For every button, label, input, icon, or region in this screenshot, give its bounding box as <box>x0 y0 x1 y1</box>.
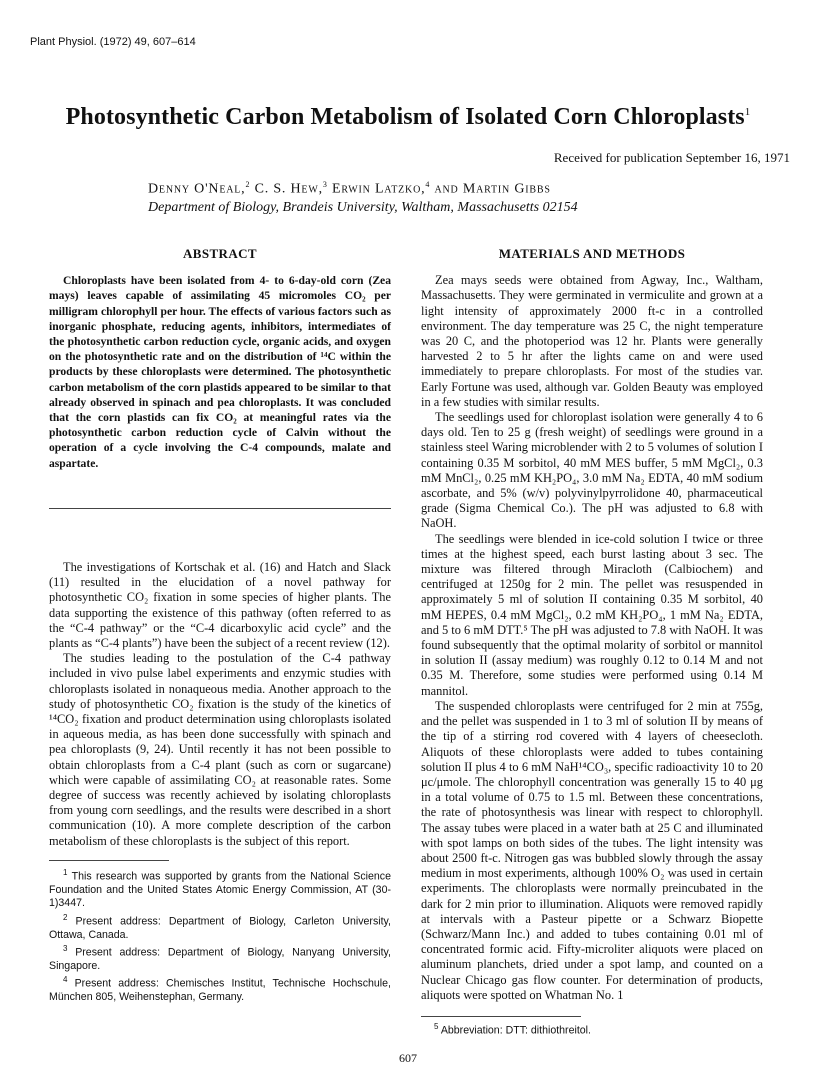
author-name: Erwin Latzko, <box>332 181 426 197</box>
footnote-text: Present address: Department of Biology, Carleton University, Ottawa, Canada. <box>49 915 391 941</box>
methods-footnote-divider <box>421 1016 581 1017</box>
methods-paragraph: Zea mays seeds were obtained from Agway, Inc., Waltham, Massachusetts. They were germinated in vermiculite and grown at a light intensity of approximately 2000 ft-c in a controlled environment. The day temperature was 25 C, the night temperature was 20 C, and the photoperiod was 12 hr. Plants were generally harvested 2 to 5 hr after the lights came on and were used immediately to prepare chloroplasts. For most of the studies var. Early Fortune was used, although var. Golden Beauty was employed in a few studies with similar results. <box>421 273 763 409</box>
footnote <box>49 942 391 973</box>
footnote-divider <box>49 860 169 861</box>
abstract-divider <box>49 508 391 509</box>
intro-paragraph: The studies leading to the postulation of the C-4 pathway included in vivo pulse label experiments and enzymic studies with chloroplasts isolated in nonaqueous media. Another approach to the study of photosynthetic CO₂ fixation is the study of the kinetics of ¹⁴CO₂ fixation and product determination using chloroplasts isolated in aqueous media, as has been done successfully with spinach and pea chloroplasts (9, 24). Until recently it has not been possible to obtain chloroplasts from a C-4 plant (such as corn or sugarcane) which were capable of assimilating CO₂ at reasonable rates. Some degree of success was recently achieved by isolating chloroplasts from young corn seedlings, and the results were described in a short communication (10). A more complete description of the carbon metabolism of these chloroplasts is the subject of this report. <box>49 651 391 848</box>
article-title <box>0 104 816 131</box>
footnote-mark: 3 <box>63 944 68 954</box>
footnote <box>49 866 391 911</box>
methods-paragraph: The seedlings used for chloroplast isolation were generally 4 to 6 days old. Ten to 25 g (fresh weight) of seedlings were ground in a stainless steel Waring microblender with 2 to 5 volumes of solution I containing 0.35 M sorbitol, 40 mM MES buffer, 5 mM MgCl₂, 0.3 mM MnCl₂, 0.25 mM KH₂PO₄, 3.0 mM Na₂ EDTA, 40 mM sodium ascorbate, and 5% (w/v) polyvinylpyrrolidone 40, pharmaceutical grade (Sigma Chemical Co.). The pH was adjusted to 6.8 with NaOH. <box>421 410 763 531</box>
methods-section <box>421 246 763 1003</box>
footnote-mark: 4 <box>63 975 68 985</box>
page-number: 607 <box>399 1051 417 1065</box>
author-footnote-mark: 4 <box>425 180 431 189</box>
abstract-heading: ABSTRACT <box>183 246 257 261</box>
footnote-text: This research was supported by grants from the National Science Foundation and the United States Atomic Energy Commission, AT (30-1)3447. <box>49 870 391 910</box>
intro-paragraph: The investigations of Kortschak et al. (16) and Hatch and Slack (11) resulted in the elucidation of a novel pathway for photosynthetic CO₂ fixation in some species of higher plants. The data supporting the existence of this pathway (often referred to as the “C-4 pathway” or the “C-4 dicarboxylic acid cycle” and the plants as “C-4 plants”) have been the subject of a recent review (12). <box>49 560 391 651</box>
footnote <box>49 973 391 1004</box>
author-name: C. S. Hew, <box>254 181 323 197</box>
author-footnote-mark: 2 <box>245 180 251 189</box>
footnote-text: Present address: Chemisches Institut, Technische Hochschule, München 805, Weihenstephan, Germany. <box>49 977 391 1004</box>
methods-paragraph: The suspended chloroplasts were centrifuged for 2 min at 755g, and the pellet was suspended in 1 to 3 ml of solution II by means of the tip of a stirring rod covered with 4 layers of cheesecloth. Aliquots of these chloroplasts were added to tubes containing solution II plus 4 to 6 mM NaH¹⁴CO₃, specific radioactivity 10 to 20 μc/μmole. The chlorophyll concentration was generally 15 to 40 μg in a total volume of 0.75 to 1.5 ml. Between these concentrations, the rate of photosynthesis was linear with respect to chlorophyll. The assay tubes were placed in a water bath at 25 C and illuminated with spot lamps on both sides of the tubes. The light intensity was about 2500 ft-c. Nitrogen gas was bubbled slowly through the assay medium in most experiments, although 100% O₂ was used in certain experiments. The chloroplasts were normally preincubated in the dark for 2 min prior to illumination. Aliquots were removed rapidly at intervals with a Pasteur pipette or a Schwarz Biopette (Schwarz/Mann Inc.) and added to tubes containing 0.01 ml of concentrated formic acid. Fifty-microliter aliquots were placed on aluminum planchets, dried under a spot lamp, and counted on a Nuclear Chicago gas flow counter. For determination of products, aliquots were spotted on Whatman No. 1 <box>421 698 763 1002</box>
abstract-text: Chloroplasts have been isolated from 4- to 6-day-old corn (Zea mays) leaves capable of assimilating 45 micromoles CO₂ per milligram chlorophyll per hour. The effects of various factors such as inorganic phosphate, reducing agents, inhibitors, intermediates of the photosynthetic carbon reduction cycle, organic acids, and oxygen on the photosynthetic rate and on the distribution of ¹⁴C within the products by these chloroplasts were determined. The photosynthetic carbon metabolism of the corn plastids appeared to be similar to that already observed in spinach and pea chloroplasts. It was concluded that the corn plastids can fix CO₂ at meaningful rates via the photosynthetic carbon reduction cycle of Calvin without the operation of a cycle involving the C-4 compounds, malate and aspartate. <box>49 274 391 470</box>
footnotes <box>49 866 391 1005</box>
received-date: Received for publication September 16, 1971 <box>553 150 790 165</box>
footnote-mark: 5 <box>434 1022 439 1031</box>
footnote-mark: 2 <box>63 912 68 922</box>
footnote <box>49 911 391 942</box>
title-footnote-mark: 1 <box>744 106 751 118</box>
article-title-text: Photosynthetic Carbon Metabolism of Isolated Corn Chloroplasts <box>65 104 745 130</box>
introduction-section <box>49 560 391 849</box>
footnote-text: Present address: Department of Biology, Nanyang University, Singapore. <box>49 946 391 973</box>
footnote-mark: 1 <box>63 868 68 877</box>
abbreviation-footnote <box>434 1022 591 1037</box>
author-footnote-mark: 3 <box>322 180 328 189</box>
author-list <box>148 180 551 198</box>
author-affiliation: Department of Biology, Brandeis University, Waltham, Massachusetts 02154 <box>148 200 578 215</box>
author-name: Denny O'Neal, <box>148 181 246 197</box>
abstract-section <box>49 246 391 471</box>
methods-heading: MATERIALS AND METHODS <box>498 246 686 261</box>
author-name: and Martin Gibbs <box>434 181 551 197</box>
footnote-text: Abbreviation: DTT: dithiothreitol. <box>440 1024 591 1037</box>
journal-citation: Plant Physiol. (1972) 49, 607–614 <box>30 36 196 48</box>
methods-paragraph: The seedlings were blended in ice-cold solution I twice or three times at the highest speed, each burst lasting about 3 sec. The mixture was filtered through Miracloth (Calbiochem) and centrifuged at 1250g for 2 min. The pellet was resuspended in approximately 5 ml of solution II containing 0.35 M sorbitol, 40 mM HEPES, 0.4 mM MgCl₂, 0.2 mM KH₂PO₄, 1 mM Na₂ EDTA, and 5 to 6 mM DTT.⁵ The pH was adjusted to 7.8 with NaOH. It was found subsequently that the optimal molarity of sorbitol or mannitol in solution II (assay medium) was roughly 0.12 to 0.14 M and not 0.35 M. Therefore, some studies were performed using 0.14 M mannitol. <box>421 531 763 698</box>
